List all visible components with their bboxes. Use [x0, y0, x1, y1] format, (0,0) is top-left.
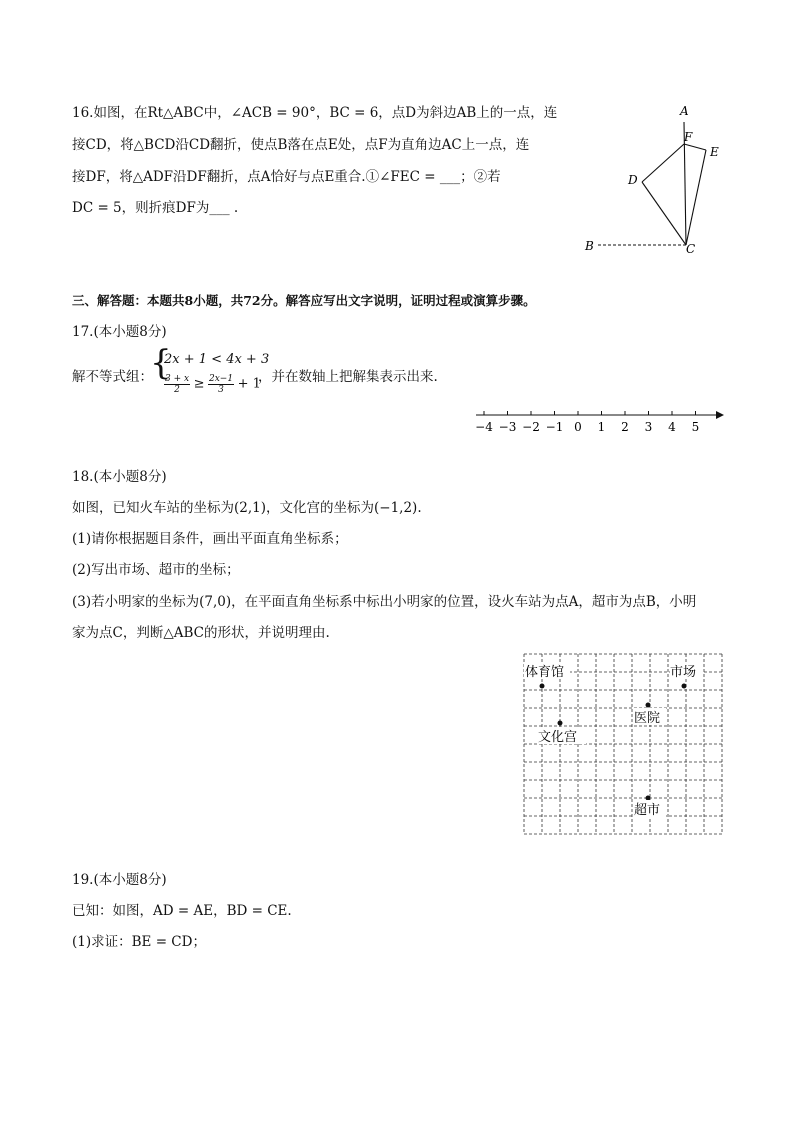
- q18-line-2: (1)请你根据题目条件，画出平面直角坐标系；: [72, 531, 348, 547]
- label-e: E: [710, 145, 719, 159]
- line-df: [642, 144, 684, 182]
- number-line-label: −3: [498, 420, 517, 434]
- number-line: [470, 404, 730, 436]
- number-line-label: −4: [475, 420, 493, 434]
- point-hospital: [646, 703, 651, 708]
- number-line-label: 5: [691, 420, 700, 434]
- number-line-label: 0: [574, 420, 582, 434]
- line-dc: [642, 182, 686, 245]
- label-gym: 体育馆: [525, 665, 565, 680]
- arrow-right-icon: [716, 411, 724, 419]
- label-f: F: [684, 130, 693, 144]
- section-3-heading: 三、解答题：本题共8小题，共72分。解答应写出文字说明，证明过程或演算步骤。: [72, 293, 536, 308]
- label-hospital: 医院: [634, 711, 661, 726]
- label-c: C: [686, 242, 696, 256]
- q18-grid-map: [520, 650, 726, 836]
- line-ec: [686, 150, 706, 245]
- label-b: B: [585, 239, 594, 253]
- q18-line-4: (3)若小明家的坐标为(7,0)，在平面直角坐标系中标出小明家的位置，设火车站为点A，超市为点B，小明: [72, 594, 697, 610]
- q19-line-2: (1)求证：BE = CD；: [72, 934, 206, 950]
- inequality-2: $\frac{3 + x}{2}$ ≥ $\frac{2x-1}{3}$ + 1: [165, 374, 261, 395]
- label-culture-palace: 文化宫: [538, 730, 578, 745]
- inequality-2-left-fraction: $\frac{3 + x}{2}$: [165, 374, 190, 395]
- number-line-label: −1: [545, 420, 564, 434]
- q17-prefix: 解不等式组：: [72, 369, 153, 385]
- label-market: 市场: [670, 665, 697, 680]
- q16-line-2: 接CD，将△BCD沿CD翻折，使点B落在点E处，点F为直角边AC上一点，连: [72, 137, 530, 153]
- point-gym: [540, 684, 545, 689]
- q19-line-1: 已知：如图，AD = AE，BD = CE.: [72, 903, 292, 919]
- q18-line-3: (2)写出市场、超市的坐标；: [72, 562, 240, 578]
- number-line-label: 2: [621, 420, 629, 434]
- q17-title: 17.(本小题8分): [72, 324, 167, 340]
- point-supermarket: [646, 796, 651, 801]
- number-line-label: 4: [668, 420, 676, 434]
- number-line-label: 1: [597, 420, 606, 434]
- point-culture-palace: [558, 721, 563, 726]
- q16-line-1: 16.如图，在Rt△ABC中，∠ACB = 90°，BC = 6，点D为斜边AB上的一点，连: [72, 105, 558, 121]
- line-fe: [684, 144, 706, 150]
- inequality-1: 2x + 1 < 4x + 3: [164, 352, 270, 367]
- q19-title: 19.(本小题8分): [72, 872, 167, 888]
- number-line-label: 3: [644, 420, 653, 434]
- inequality-2-right-fraction: $\frac{2x-1}{3}$: [208, 374, 234, 395]
- q18-title: 18.(本小题8分): [72, 469, 167, 485]
- q16-line-4: DC = 5，则折痕DF为___ .: [72, 200, 239, 216]
- number-line-label: −2: [522, 420, 540, 434]
- label-a: A: [680, 104, 689, 118]
- label-d: D: [628, 173, 638, 187]
- brace-icon: {: [150, 343, 172, 383]
- point-market: [682, 684, 687, 689]
- q17-suffix: ，并在数轴上把解集表示出来.: [258, 369, 438, 385]
- q16-line-3: 接DF，将△ADF沿DF翻折，点A恰好与点E重合.①∠FEC = ___；②若: [72, 169, 501, 185]
- q18-line-5: 家为点C，判断△ABC的形状，并说明理由.: [72, 625, 330, 641]
- label-supermarket: 超市: [634, 803, 661, 818]
- q16-triangle-figure: [580, 100, 730, 260]
- q18-line-1: 如图，已知火车站的坐标为(2,1)，文化宫的坐标为(−1,2).: [72, 500, 422, 516]
